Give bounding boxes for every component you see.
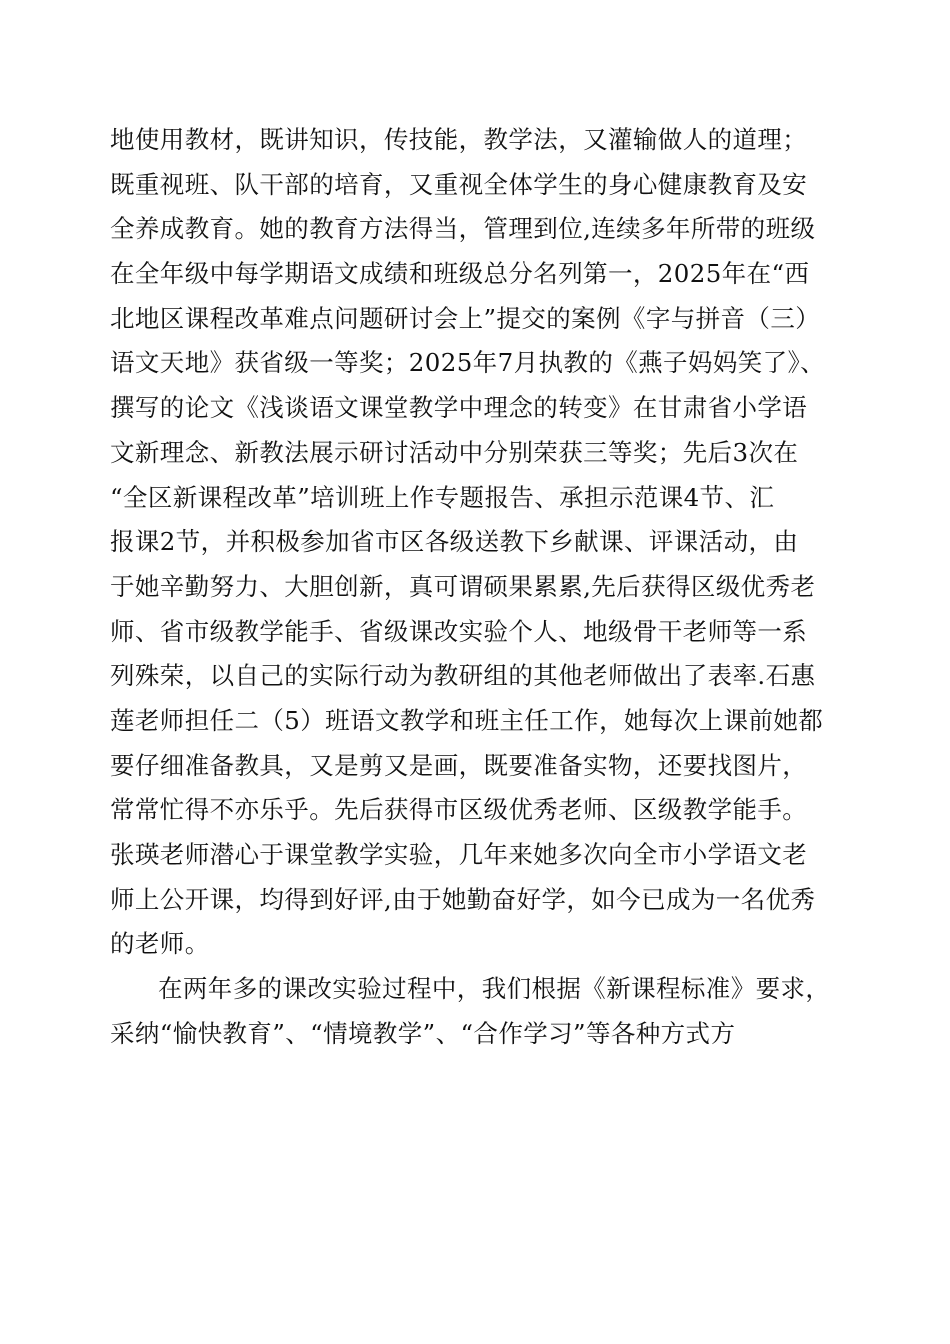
text-line: 撰写的论文《浅谈语文课堂教学中理念的转变》在甘肃省小学语 [110, 393, 808, 423]
text-line: 师、省市级教学能手、省级课改实验个人、地级骨干老师等一系 [110, 616, 808, 646]
text-line: 的老师。 [110, 929, 210, 959]
text-line: 既重视班、队干部的培育，又重视全体学生的身心健康教育及安 [110, 169, 808, 199]
text-line: 张瑛老师潜心于课堂教学实验，几年来她多次向全市小学语文老 [110, 840, 808, 869]
text-line: 全养成教育。她的教育方法得当，管理到位,连续多年所带的班级 [110, 214, 816, 244]
text-line: 文新理念、新教法展示研讨活动中分别荣获三等奖；先后3次在 [110, 437, 799, 467]
text-line: 莲老师担任二（5）班语文教学和班主任工作，她每次上课前她都 [110, 705, 824, 735]
text-line: 报课2节，并积极参加省市区各级送教下乡献课、评课活动，由 [110, 527, 799, 557]
body-text [110, 118, 850, 1056]
text-line: 北地区课程改革难点问题研讨会上”提交的案例《字与拼音（三） [110, 303, 821, 333]
text-line: 于她辛勤努力、大胆创新，真可谓硕果累累,先后获得区级优秀老 [110, 571, 816, 601]
text-line: 师上公开课，均得到好评,由于她勤奋好学，如今已成为一名优秀 [110, 884, 816, 914]
text-line: 在全年级中每学期语文成绩和班级总分名列第一，2025年在“西 [110, 259, 810, 289]
paragraph-start-line: 在两年多的课改实验过程中，我们根据《新课程标准》要求， [158, 974, 831, 1004]
text-line: 语文天地》获省级一等奖；2025年7月执教的《燕子妈妈笑了》、 [110, 348, 826, 378]
text-line: 采纳“愉快教育”、“情境教学”、“合作学习”等各种方式方 [110, 1018, 736, 1048]
text-line: 常常忙得不亦乐乎。先后获得市区级优秀老师、区级教学能手。 [110, 795, 808, 825]
text-line: 列殊荣，以自己的实际行动为教研组的其他老师做出了表率.石惠 [110, 661, 816, 691]
text-line: “全区新课程改革”培训班上作专题报告、承担示范课4节、汇 [110, 482, 775, 512]
text-line: 要仔细准备教具，又是剪又是画，既要准备实物，还要找图片， [110, 750, 808, 780]
text-line: 地使用教材，既讲知识，传技能，教学法，又灌输做人的道理； [110, 125, 808, 154]
